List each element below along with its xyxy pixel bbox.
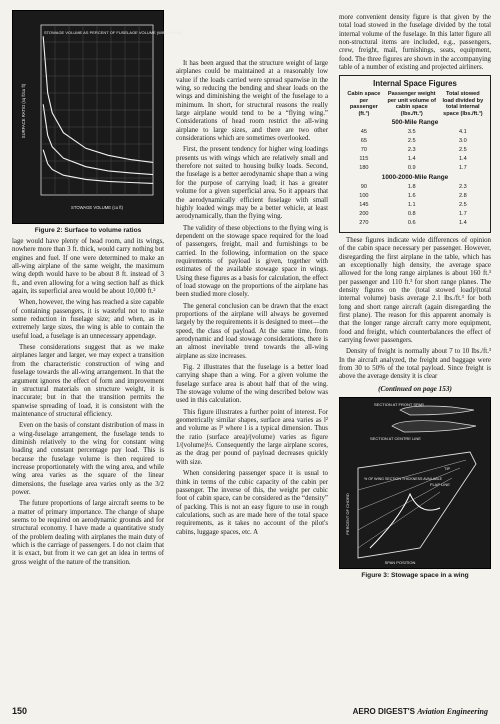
figure-3-caption: Figure 3: Stowage space in a wing [361,571,469,579]
paragraph: The future proportions of large aircraft seems to be a matter of primary importance. The change of shape seems to be required on aerodynamic grounds and for structural economy. I have made a quantitative study of the problem dealing with airplanes the main duty of which is the carriage of passengers. I do not claim that it is exact, but from it we can get an idea in terms of gross weight of the nature of the transition. [12,500,164,566]
label-legend: % OF WING SECTION THICKNESS AVAILABLE [364,476,443,481]
page-number: 150 [12,706,28,716]
planform-curve [370,494,440,548]
table-group-label: 1000-2000-Mile Range [381,174,449,182]
table-cell: 115 [359,155,369,162]
paragraph: This figure illustrates a further point of interest. For geometrically similar shapes, surface area varies as l² and volume as l³ where l is a typical dimension. Thus the ratio (surface area)/(volume) varies as figure 1/(volume)⅓. Consequently the large airplane scores, as the drag per pound of payload decreases quickly with size. [176,408,328,466]
figure-2-ylabel: SURFACE RATIO (sq ft/cu ft) [21,83,26,139]
figure-2 [12,10,183,224]
wing-section-center-shape [392,420,476,431]
col3-intro: more convenient density figure is that given by the total load stowed in the fuselage divided by the total internal volume of the fuselage. In this latter figure all non-structural items are included, e.g., passengers, crew, freight, mail, furnishings, seats, equipment, food. The three figures are shown in the accompanying table of a number of existing and projected airliners. [339,14,491,72]
internal-space-table-box [339,75,491,233]
table-cell: 45 [360,128,367,135]
table-cell: 1.8 [407,184,416,191]
column-1-text [12,238,164,567]
wing-section-spar-shape [400,406,474,415]
table-cell: 65 [360,137,367,144]
table-cell: 0.9 [407,164,416,171]
table-row [343,183,487,192]
magazine-name [353,707,488,716]
magazine-subtitle: Aviation Engineering [417,707,488,716]
paragraph: First, the present tendency for higher wing loadings presents us with wings which are relatively small and therefore not suited to housing bulky loads. Second, the fuselage is a better aerodynamic shape than a wing for the purpose of carrying load; it has a greater volume for a given superficial area. So it appears that the aerodynamically efficient fuselage with small highly loaded wings may be a better vehicle, at least aerodynamically, than the flying wing. [176,146,328,221]
planform-line-2 [358,465,460,510]
paragraph: These figures indicate wide differences of opinion of the cabin space necessary per passenger. However, disregarding the first airplane in the table, which has an exceptionally high density, the average space allowed for the long range airplanes is about 160 ft.³ per passenger and 110 ft.³ for short range planes. The density figures on the (total stowed load)/(total internal volume) basis average 2.1 lbs./ft.³ for both long and short range aircraft (again disregarding the first plane). The reason for this apparent anomaly is that the longer range aircraft carry more equipment, food and freight, which counterbalances the effect of carrying fewer passengers. [339,236,491,345]
table-header-1: Cabin space per passenger (ft.³) [347,91,381,117]
table-row [343,210,487,219]
table-group-header [343,117,487,128]
label-tip: TIP [444,465,451,471]
internal-space-table [343,91,487,228]
paragraph: Fig. 2 illustrates that the fuselage is a better load carrying shape than a wing. For a given volume the fuselage surface area is about half that of the wing. The stowage volume of the wing described below was used in this calculation. [176,364,328,405]
table-cell: 90 [360,184,367,191]
figure-2-grid [41,25,153,195]
table-cell: 1.7 [458,211,467,218]
figure-3-diagram [340,398,490,568]
figure-2-caption: Figure 2: Surface to volume ratios [34,227,142,234]
table-cell: 1.4 [458,220,467,226]
table-body [343,117,487,228]
table-cell: 180 [359,164,369,171]
table-cell: 1.4 [458,155,467,162]
paragraph: When, however, the wing has reached a size capable of containing passengers, it is wasteful not to make some reduction in fuselage size; and when, as in extremely large sizes, the wing is able to contain the useful load, a fuselage is an unnecessary appendage. [12,299,164,340]
table-cell: 3.0 [458,137,467,144]
table-cell: 1.7 [458,164,467,171]
table-cell: 1.6 [407,193,416,200]
column-2-text [176,60,328,537]
table-header-2: Passenger weight per unit volume of cabin space (lbs./ft.³) [387,91,436,117]
table-cell: 200 [359,211,369,218]
label-section-spar: SECTION AT FRONT SPAR [374,401,424,407]
table-row [343,192,487,201]
magazine-title: AERO DIGEST'S [352,707,415,716]
table-row [343,146,487,155]
table-row [343,155,487,164]
table-cell: 100 [359,193,369,200]
table-cell: 3.5 [407,128,416,135]
table-cell: 2.8 [458,193,467,200]
paragraph: The general conclusion can be drawn that the exact proportions of the airplane will always be governed largely by the requirements it is designed to meet—the speed, the class of payload. At the same time, from aerodynamic and load stowage considerations, there is an almost inevitable trend towards the all-wing airplane as size increases. [176,302,328,360]
table-cell: 270 [359,220,369,226]
label-section-center: SECTION AT CENTRE LINE [370,435,421,441]
table-header-3: Total stowed load divided by total internal space (lbs./ft.³) [442,91,484,117]
table-row [343,137,487,146]
table-cell: 2.5 [407,137,416,144]
table-row [343,219,487,228]
table-row [343,201,487,210]
column-1 [12,10,183,570]
figure-2-xlabel: STOWAGE VOLUME (cu ft) [71,205,123,210]
label-yaxis: PERCENT OF CHORD [345,493,350,535]
table-cell: 145 [359,202,369,209]
column-2 [176,60,328,540]
table-title: Internal Space Figures [373,79,457,89]
paragraph: It has been argued that the structure weight of large airplanes could be maintained at a reasonably low value if the loads carried were spread spanwise in the wing, so reducing the bending and shear loads on the wings and diminishing the weight of the fuselage to a minimum. In short, for structural reasons the really large airplane would tend to be a “flying wing.” Considerations of head room restrict the all-wing airplane to large sizes, and there are two other considerations which are sometimes overlooked. [176,60,328,143]
label-flap: FLAP LINE [430,481,450,487]
table-cell: 2.5 [458,146,467,153]
table-cell: 2.3 [407,146,416,153]
column-3-text [339,237,491,382]
table-cell: 1.4 [407,155,416,162]
table-group-label: 500-Mile Range [391,119,439,127]
table-cell: 2.5 [458,202,467,209]
table-row [343,128,487,137]
series-line [43,36,153,162]
table-row [343,164,487,173]
table-cell: 70 [360,146,367,153]
column-3 [339,14,491,583]
table-group-header [343,172,487,183]
paragraph: Density of freight is normally about 7 to 10 lbs./ft.³ In the aircraft analyzed, the freight and baggage were from 30 to 50% of the total payload. Since freight is above the average density it is clear [339,348,491,381]
figure-2-legend-text: STOWAGE VOLUME AS PERCENT OF FUSELAGE VOLUME (WING AREA) [44,30,183,35]
continued-note: (Continued on page 153) [378,384,452,393]
paragraph: lage would have plenty of head room, and its wings, nowhere more than 3 ft. thick, would carry nothing but engines and fuel. If one were determined to make an all-wing airplane of the same weight, the maximum wing depth would have to be about 8 ft. instead of 3 ft., and even allowing for a wing section half as thick again, its superficial area would be about 10,000 ft.² [12,238,164,296]
table-cell: 0.8 [407,211,416,218]
table-cell: 2.3 [458,184,467,191]
figure-3 [339,397,491,569]
figure-2-chart [13,11,183,223]
paragraph: These considerations suggest that as we make airplanes larger and larger, we may expect a transition from the characteristic construction of wing and fuselage towards the all-wing arrangement. In that the argument ignores the effect of form and improvement in structural materials on structure weight, it is inaccurate; but in that the transition permits the spanwise spreading of load, it is consistent with the maintenance of structural efficiency. [12,344,164,418]
table-cell: 1.1 [407,202,416,209]
label-xaxis: SPAN POSITION [384,559,416,565]
paragraph: Even on the basis of constant distribution of mass in a wing-fuselage arrangement, the fuselage tends to diminish relatively to the wing for constant wing loading and constant percentage pay load. This is because the fuselage volume is then required to increase proportionately with the wing area, and while wing area varies as the square of the linear dimensions, the fuselage area varies only as the 3/2 power. [12,422,164,496]
paragraph: The validity of these objections to the flying wing is dependent on the stowage space required for the load of passengers, freight, mail and furnishings to be carried. In the following, information on the space requirements of payload is given, together with estimates of the available stowage space in wings. Using these figures as a basis for calculation, the effect of load stowage on the proportions of the airplane has been studied more closely. [176,224,328,299]
table-cell: 4.1 [458,128,467,135]
paragraph: When considering passenger space it is usual to think in terms of the cubic capacity of the cabin per passenger. The inverse of this, the weight per cubic foot of cabin space, can be considered as the “density” of packing. This is not an easy figure to use in rough calculations, such as are made here of the total space requirements, as it takes no account of the pilot's cabins, luggage spaces, etc. A [176,470,328,536]
series-line [43,104,153,174]
table-cell: 0.6 [407,220,416,226]
planform-line-4 [358,492,440,548]
